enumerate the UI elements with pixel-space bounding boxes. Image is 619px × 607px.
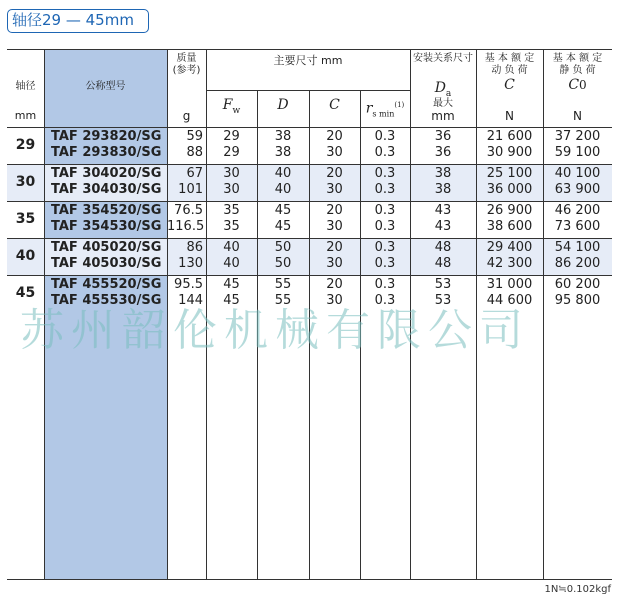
cell-fw: 35 [223, 203, 240, 218]
shaft-diameter: 40 [15, 248, 36, 264]
model-number: TAF 293820/SG [51, 129, 162, 144]
model-number: TAF 405030/SG [51, 256, 162, 271]
cell-rs: 0.3 [374, 256, 396, 271]
header-dynamic-load-2: 动 负 荷 [491, 65, 528, 76]
cell-d: 38 [274, 129, 292, 144]
header-c0: C0 [568, 77, 587, 93]
cell-c0: 37 200 [554, 129, 601, 144]
model-number: TAF 405020/SG [51, 240, 162, 255]
cell-d: 55 [274, 293, 292, 308]
cell-c: 20 [326, 129, 343, 144]
cell-d: 45 [274, 203, 292, 218]
cell-d: 50 [274, 240, 292, 255]
cell-fw: 29 [223, 129, 240, 144]
cell-fw: 30 [223, 166, 240, 181]
cell-fw: 35 [223, 219, 240, 234]
cell-rs: 0.3 [374, 129, 396, 144]
table-title: 轴径29 — 45mm [7, 9, 149, 33]
header-fw: $F_w$ [222, 97, 241, 116]
cell-rs: 0.3 [374, 219, 396, 234]
cell-da: 36 [434, 145, 452, 160]
cell-c0: 63 900 [554, 182, 601, 197]
model-number: TAF 354530/SG [51, 219, 162, 234]
cell-cr: 21 600 [486, 129, 533, 144]
cell-c: 20 [326, 166, 343, 181]
cell-da: 48 [434, 240, 452, 255]
cell-c0: 59 100 [554, 145, 601, 160]
header-static-load-2: 静 负 荷 [559, 65, 596, 76]
cell-c: 20 [326, 240, 343, 255]
cell-c0: 60 200 [554, 277, 601, 292]
cell-cr: 29 400 [486, 240, 533, 255]
cell-d: 40 [274, 166, 292, 181]
cell-d: 40 [274, 182, 292, 197]
cell-c0: 46 200 [554, 203, 601, 218]
header-d: D [277, 97, 289, 113]
header-shaft-unit: mm [14, 109, 37, 122]
cell-da: 43 [434, 219, 452, 234]
cell-rs: 0.3 [374, 240, 396, 255]
header-shaft: 轴径 [15, 81, 36, 92]
cell-c: 30 [326, 256, 343, 271]
cell-cr: 31 000 [486, 277, 533, 292]
cell-rs: 0.3 [374, 145, 396, 160]
cell-cr: 30 900 [486, 145, 533, 160]
model-number: TAF 455520/SG [51, 277, 162, 292]
watermark: 苏州韶伦机械有限公司 [20, 305, 530, 356]
model-number: TAF 354520/SG [51, 203, 162, 218]
cell-da: 48 [434, 256, 452, 271]
header-da-unit: mm [431, 109, 455, 123]
cell-fw: 45 [223, 277, 240, 292]
shaft-diameter: 30 [15, 174, 36, 190]
model-number: TAF 293830/SG [51, 145, 162, 160]
cell-cr: 36 000 [486, 182, 533, 197]
header-da: $D_a$ [434, 80, 452, 99]
cell-rs: 0.3 [374, 166, 396, 181]
cell-rs: 0.3 [374, 277, 396, 292]
header-model: 公称型号 [85, 81, 126, 92]
cell-d: 38 [274, 145, 292, 160]
cell-cr: 42 300 [486, 256, 533, 271]
cell-mass: 59 [186, 129, 203, 144]
cell-da: 38 [434, 166, 452, 181]
header-da-max: 最大 [433, 98, 453, 109]
cell-c: 20 [326, 203, 343, 218]
cell-c: 20 [326, 277, 343, 292]
cell-cr: 38 600 [486, 219, 533, 234]
cell-fw: 30 [223, 182, 240, 197]
model-number: TAF 455530/SG [51, 293, 162, 308]
header-cr: C [504, 77, 515, 93]
header-mass-unit: g [182, 109, 191, 123]
cell-c0: 54 100 [554, 240, 601, 255]
cell-da: 43 [434, 203, 452, 218]
cell-d: 50 [274, 256, 292, 271]
cell-mass: 144 [178, 293, 203, 308]
cell-cr: 44 600 [486, 293, 533, 308]
cell-c: 30 [326, 219, 343, 234]
model-number: TAF 304020/SG [51, 166, 162, 181]
cell-mass: 95.5 [174, 277, 203, 292]
cell-fw: 40 [223, 240, 240, 255]
cell-c: 30 [326, 145, 343, 160]
cell-mass: 88 [186, 145, 203, 160]
shaft-diameter: 35 [15, 211, 36, 227]
cell-fw: 45 [223, 293, 240, 308]
cell-rs: 0.3 [374, 293, 396, 308]
shaft-diameter: 45 [15, 285, 36, 301]
header-c: C [329, 97, 340, 113]
cell-c0: 95 800 [554, 293, 601, 308]
cell-da: 53 [434, 277, 452, 292]
cell-da: 36 [434, 129, 452, 144]
cell-da: 38 [434, 182, 452, 197]
header-install: 安装关系尺寸 [413, 53, 473, 64]
cell-c: 30 [326, 293, 343, 308]
cell-mass: 116.5 [167, 219, 205, 234]
cell-fw: 40 [223, 256, 240, 271]
cell-rs: 0.3 [374, 203, 396, 218]
cell-c: 30 [326, 182, 343, 197]
header-cr-unit: N [505, 109, 514, 123]
cell-da: 53 [434, 293, 452, 308]
header-rs-min: $r_{s min}^{(1)}$ [365, 100, 405, 119]
model-number: TAF 304030/SG [51, 182, 162, 197]
shaft-diameter: 29 [15, 137, 36, 153]
footnote: 1N≒0.102kgf [544, 584, 611, 595]
cell-d: 45 [274, 219, 292, 234]
cell-c0: 86 200 [554, 256, 601, 271]
header-c0-unit: N [573, 109, 582, 123]
header-mass: 质量 [176, 53, 197, 64]
cell-mass: 76.5 [174, 203, 203, 218]
cell-c0: 40 100 [554, 166, 601, 181]
header-static-load: 基 本 额 定 [552, 53, 603, 64]
header-dimensions: 主要尺寸 mm [273, 54, 343, 67]
header-dynamic-load: 基 本 额 定 [484, 53, 535, 64]
cell-fw: 29 [223, 145, 240, 160]
cell-mass: 101 [178, 182, 203, 197]
cell-mass: 86 [186, 240, 203, 255]
cell-rs: 0.3 [374, 182, 396, 197]
cell-d: 55 [274, 277, 292, 292]
header-mass-sub: (参考) [172, 65, 201, 76]
cell-mass: 67 [186, 166, 203, 181]
cell-cr: 25 100 [486, 166, 533, 181]
cell-c0: 73 600 [554, 219, 601, 234]
cell-cr: 26 900 [486, 203, 533, 218]
cell-mass: 130 [178, 256, 203, 271]
